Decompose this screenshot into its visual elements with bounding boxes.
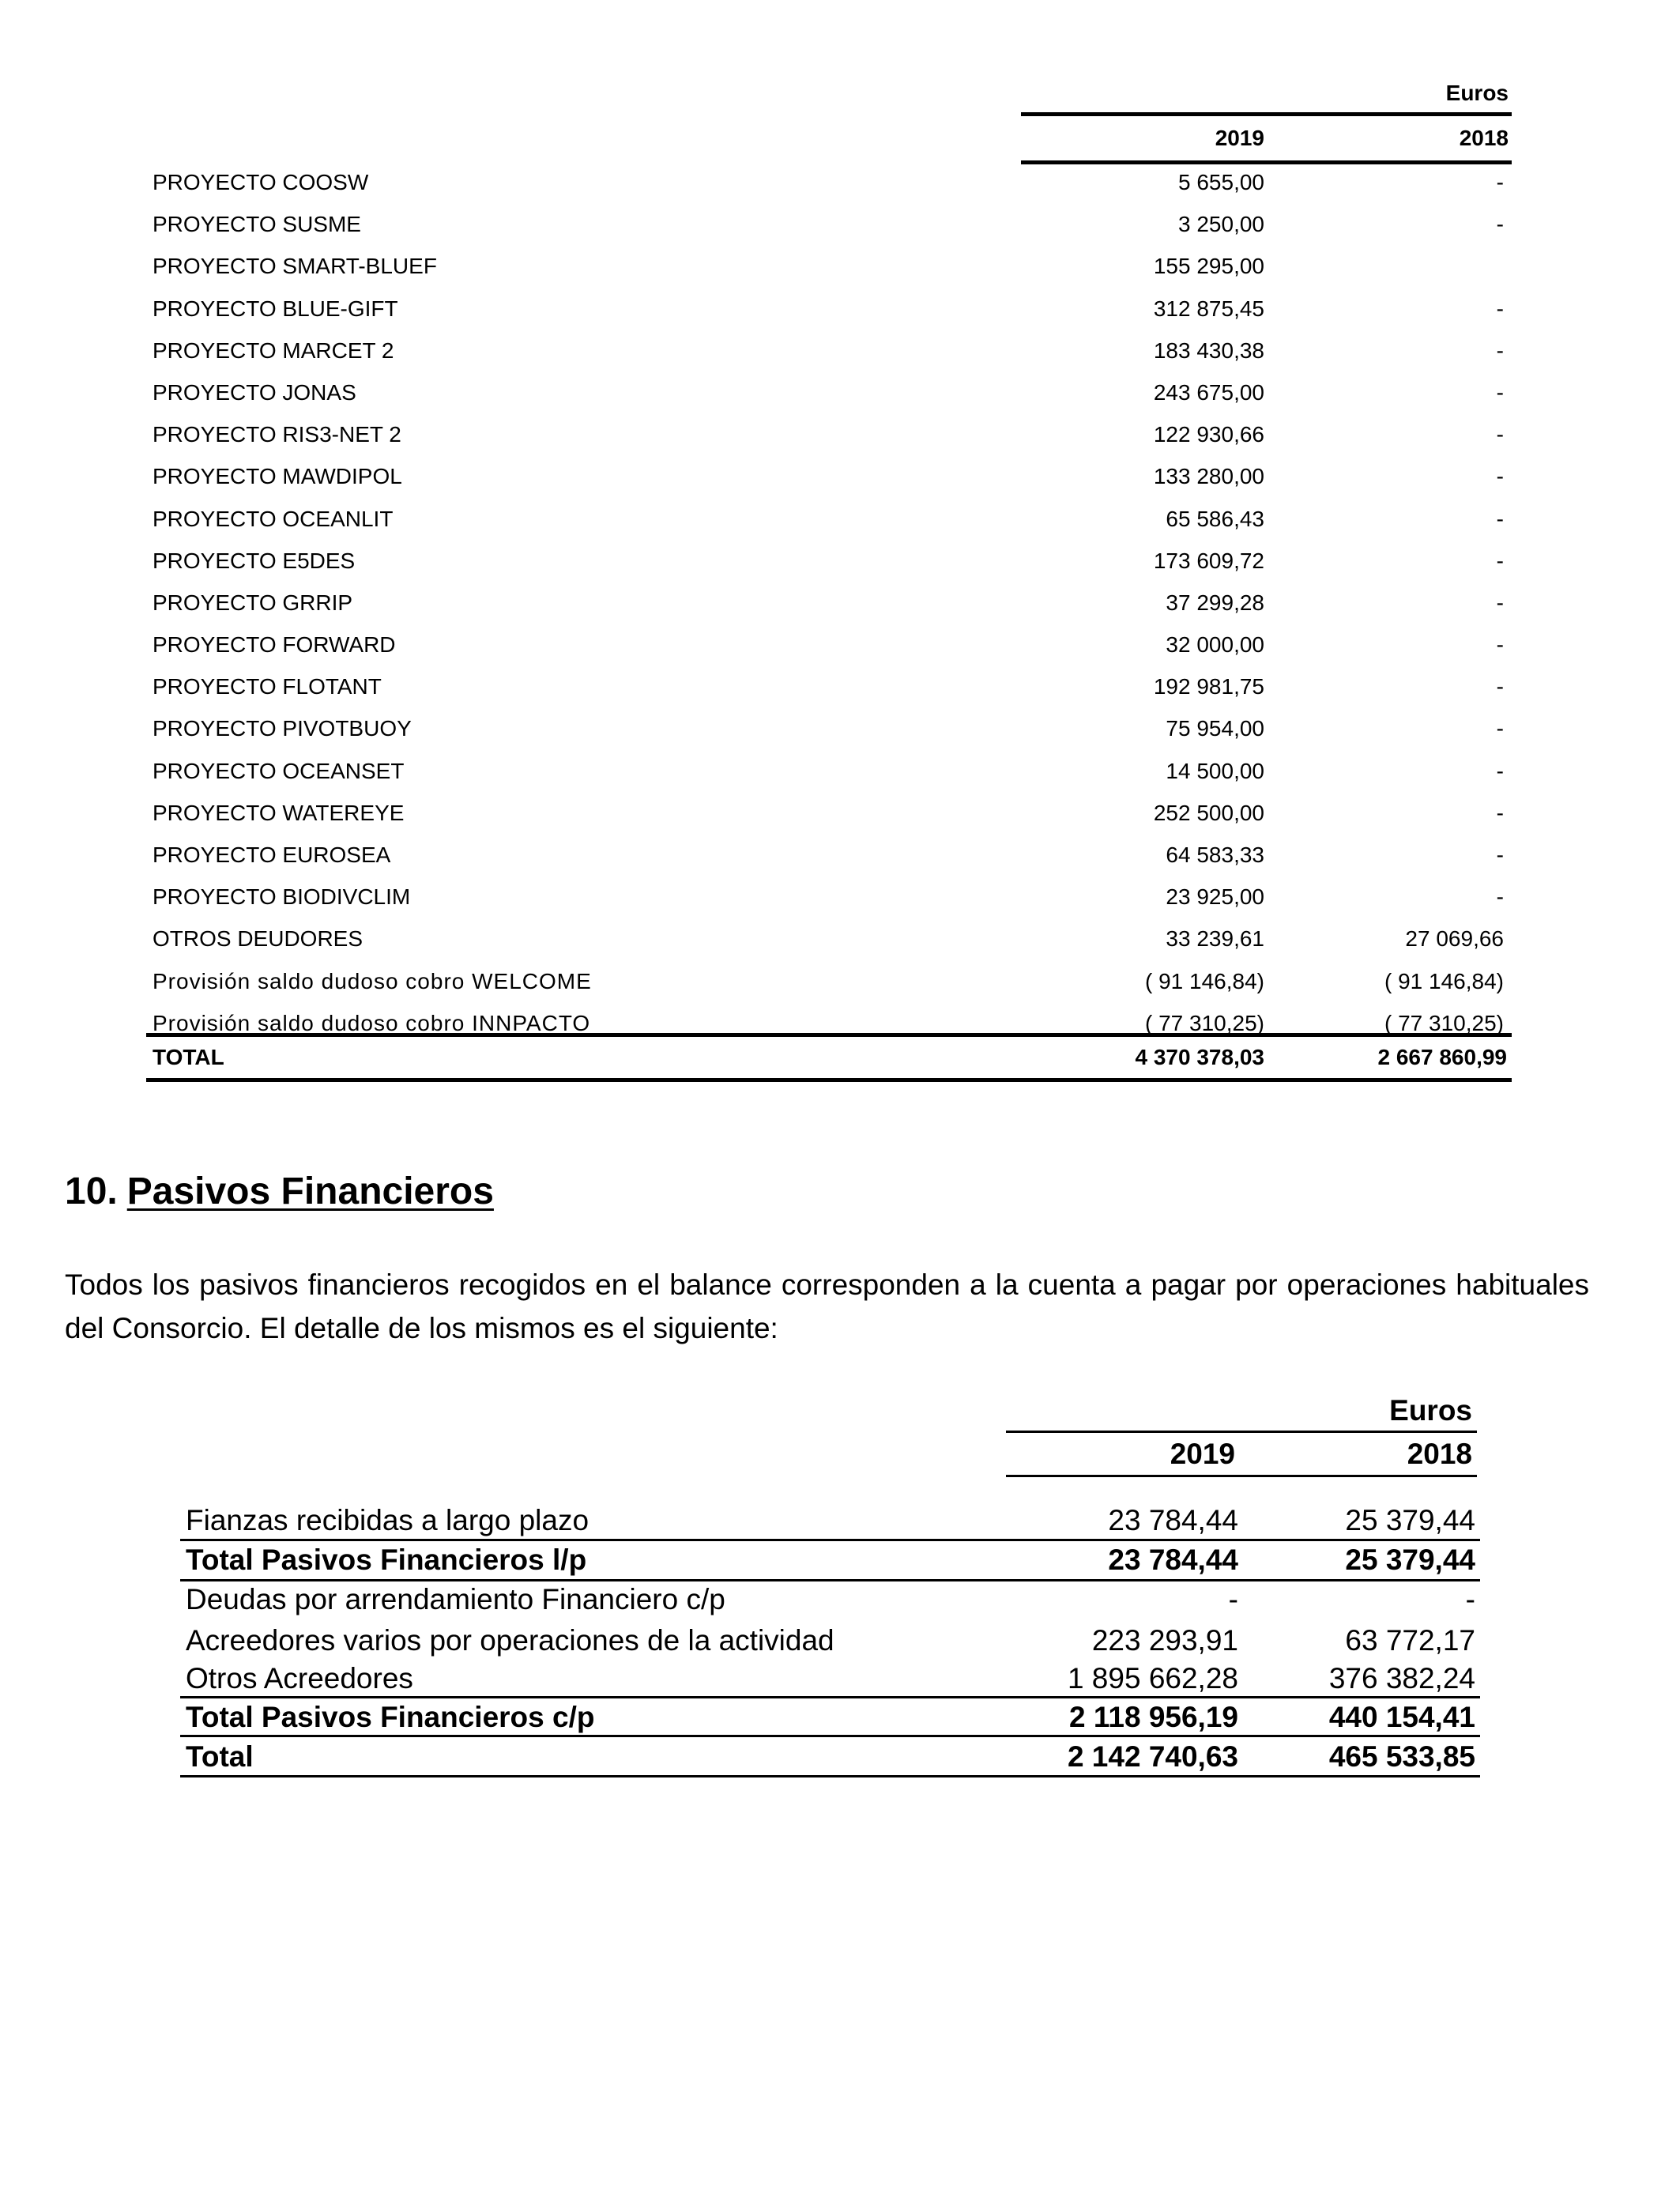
row-label: Fianzas recibidas a largo plazo — [186, 1504, 590, 1536]
row-label: Deudas por arrendamiento Financiero c/p — [186, 1583, 725, 1615]
value-2019: 23 784,44 — [1108, 1504, 1238, 1536]
row-label: PROYECTO OCEANLIT — [153, 506, 394, 531]
row-label: PROYECTO GRRIP — [153, 590, 353, 615]
table-row — [146, 960, 1512, 1002]
year-header-2019: 2019 — [1215, 126, 1264, 150]
total-label: TOTAL — [153, 1045, 224, 1069]
total-row — [180, 1736, 1480, 1777]
table-row — [146, 371, 1512, 413]
value-2019: 192 981,75 — [1153, 674, 1264, 699]
value-2019: 122 930,66 — [1153, 422, 1264, 447]
value-2019: 33 239,61 — [1166, 926, 1264, 952]
value-2019: 5 655,00 — [1178, 170, 1264, 194]
total-row — [180, 1540, 1480, 1580]
currency-header: Euros — [1445, 81, 1509, 105]
table-row — [146, 665, 1512, 707]
value-2018: - — [1496, 884, 1504, 910]
row-label: PROYECTO OCEANSET — [153, 758, 405, 783]
row-label: Otros Acreedores — [186, 1662, 413, 1695]
year-header-row — [1006, 1431, 1477, 1477]
table-row — [146, 288, 1512, 330]
value-2019: 173 609,72 — [1153, 548, 1264, 573]
row-label: PROYECTO COOSW — [153, 170, 369, 194]
row-label: PROYECTO BLUE-GIFT — [153, 296, 398, 321]
value-2018: 376 382,24 — [1328, 1662, 1475, 1695]
row-label: PROYECTO JONAS — [153, 379, 356, 405]
row-label: PROYECTO MARCET 2 — [153, 337, 394, 363]
table-row — [146, 330, 1512, 371]
value-2018: - — [1496, 506, 1504, 531]
row-label: Provisión saldo dudoso cobro INNPACTO — [153, 1010, 591, 1035]
value-2018: - — [1496, 758, 1504, 783]
value-2019: 3 250,00 — [1178, 212, 1264, 237]
table-row — [146, 876, 1512, 918]
value-2019: 75 954,00 — [1166, 716, 1264, 741]
value-2018: - — [1496, 548, 1504, 573]
value-2019: 37 299,28 — [1166, 590, 1264, 615]
value-2018: 465 533,85 — [1328, 1740, 1475, 1773]
value-2018: - — [1496, 716, 1504, 741]
table-rule — [180, 1579, 1480, 1581]
value-2019: 183 430,38 — [1153, 337, 1264, 363]
table-row — [146, 498, 1512, 540]
row-label: PROYECTO E5DES — [153, 548, 356, 573]
value-2018: - — [1496, 337, 1504, 363]
table-rule — [180, 1539, 1480, 1541]
value-2018: - — [1496, 800, 1504, 825]
row-label: PROYECTO PIVOTBUOY — [153, 716, 412, 741]
table-row — [180, 1658, 1480, 1698]
currency-header: Euros — [1389, 1394, 1472, 1427]
value-2018: ( 77 310,25) — [1384, 1010, 1504, 1035]
row-label: PROYECTO FORWARD — [153, 632, 396, 658]
table-row — [146, 582, 1512, 624]
year-header-row — [1021, 112, 1512, 164]
table-rule — [180, 1735, 1480, 1737]
row-label: Total Pasivos Financieros l/p — [186, 1544, 587, 1576]
value-2019: 2 142 740,63 — [1067, 1740, 1238, 1773]
value-2019: ( 77 310,25) — [1145, 1010, 1264, 1035]
year-header-2018: 2018 — [1407, 1438, 1472, 1470]
total-row — [146, 1033, 1512, 1082]
value-2019: 312 875,45 — [1153, 296, 1264, 321]
value-2018: - — [1496, 379, 1504, 405]
value-2019: - — [1228, 1583, 1238, 1615]
table-row — [146, 918, 1512, 959]
value-2018: - — [1496, 590, 1504, 615]
total-row — [180, 1697, 1480, 1737]
row-label: PROYECTO WATEREYE — [153, 800, 405, 825]
value-2018: 25 379,44 — [1345, 1504, 1475, 1536]
value-2018: - — [1496, 212, 1504, 237]
section-title: Pasivos Financieros — [126, 1171, 494, 1212]
row-label: PROYECTO SMART-BLUEF — [153, 254, 437, 279]
table-row — [146, 413, 1512, 455]
row-label: PROYECTO FLOTANT — [153, 674, 382, 699]
table-row — [146, 792, 1512, 834]
value-2019: 2 118 956,19 — [1069, 1701, 1238, 1733]
table-row — [146, 707, 1512, 749]
value-2018: - — [1465, 1583, 1475, 1615]
table-row — [146, 834, 1512, 876]
table-row — [146, 540, 1512, 582]
row-label: Provisión saldo dudoso cobro WELCOME — [153, 968, 592, 993]
value-2019: 252 500,00 — [1153, 800, 1264, 825]
value-2019: 32 000,00 — [1166, 632, 1264, 658]
value-2018: - — [1496, 296, 1504, 321]
table-body — [146, 161, 1512, 1044]
value-2019: 155 295,00 — [1153, 254, 1264, 279]
row-label: PROYECTO MAWDIPOL — [153, 464, 402, 489]
year-header-2019: 2019 — [1170, 1438, 1235, 1470]
table-row — [146, 161, 1512, 203]
value-2018: 63 772,17 — [1345, 1624, 1475, 1657]
year-header-2018: 2018 — [1459, 126, 1509, 150]
value-2018: 25 379,44 — [1345, 1544, 1475, 1576]
value-2018: 440 154,41 — [1328, 1701, 1475, 1733]
table-row — [180, 1500, 1480, 1540]
value-2019: 64 583,33 — [1166, 843, 1264, 867]
row-label: Acreedores varios por operaciones de la actividad — [186, 1624, 834, 1657]
table-row — [146, 750, 1512, 792]
table-row — [180, 1579, 1480, 1619]
table-rule — [180, 1775, 1480, 1777]
value-2019: 65 586,43 — [1166, 506, 1264, 531]
value-2019: 223 293,91 — [1091, 1624, 1238, 1657]
value-2019: ( 91 146,84) — [1145, 968, 1264, 993]
value-2019: 1 895 662,28 — [1067, 1662, 1238, 1695]
table-row — [146, 624, 1512, 665]
value-2018: ( 91 146,84) — [1384, 968, 1504, 993]
section-heading — [65, 1170, 494, 1213]
value-2019: 243 675,00 — [1153, 379, 1264, 405]
value-2018: - — [1496, 632, 1504, 658]
value-2018: - — [1496, 843, 1504, 867]
value-2019: 23 925,00 — [1166, 884, 1264, 910]
value-2018: - — [1496, 170, 1504, 194]
row-label: Total — [186, 1740, 254, 1773]
table-row — [180, 1620, 1480, 1661]
value-2018: - — [1496, 422, 1504, 447]
table-rule — [180, 1696, 1480, 1698]
section-number: 10. — [65, 1171, 118, 1212]
value-2018: - — [1496, 674, 1504, 699]
row-label: OTROS DEUDORES — [153, 926, 363, 952]
value-2018: - — [1496, 464, 1504, 489]
table-row — [146, 455, 1512, 497]
row-label: PROYECTO EUROSEA — [153, 843, 391, 867]
total-2019: 4 370 378,03 — [1135, 1045, 1264, 1069]
table-row — [146, 203, 1512, 245]
value-2019: 23 784,44 — [1108, 1544, 1238, 1576]
value-2019: 14 500,00 — [1166, 758, 1264, 783]
row-label: PROYECTO BIODIVCLIM — [153, 884, 411, 910]
value-2018: 27 069,66 — [1405, 926, 1504, 952]
section-paragraph: Todos los pasivos financieros recogidos en el balance corresponden a la cuenta a pagar por operaciones habituales del Consorcio. El detalle de los mismos es el siguiente: — [65, 1269, 1589, 1344]
value-2019: 133 280,00 — [1153, 464, 1264, 489]
row-label: Total Pasivos Financieros c/p — [186, 1701, 595, 1733]
table-row — [146, 245, 1512, 287]
row-label: PROYECTO RIS3-NET 2 — [153, 422, 401, 447]
row-label: PROYECTO SUSME — [153, 212, 361, 237]
total-2018: 2 667 860,99 — [1377, 1045, 1507, 1069]
